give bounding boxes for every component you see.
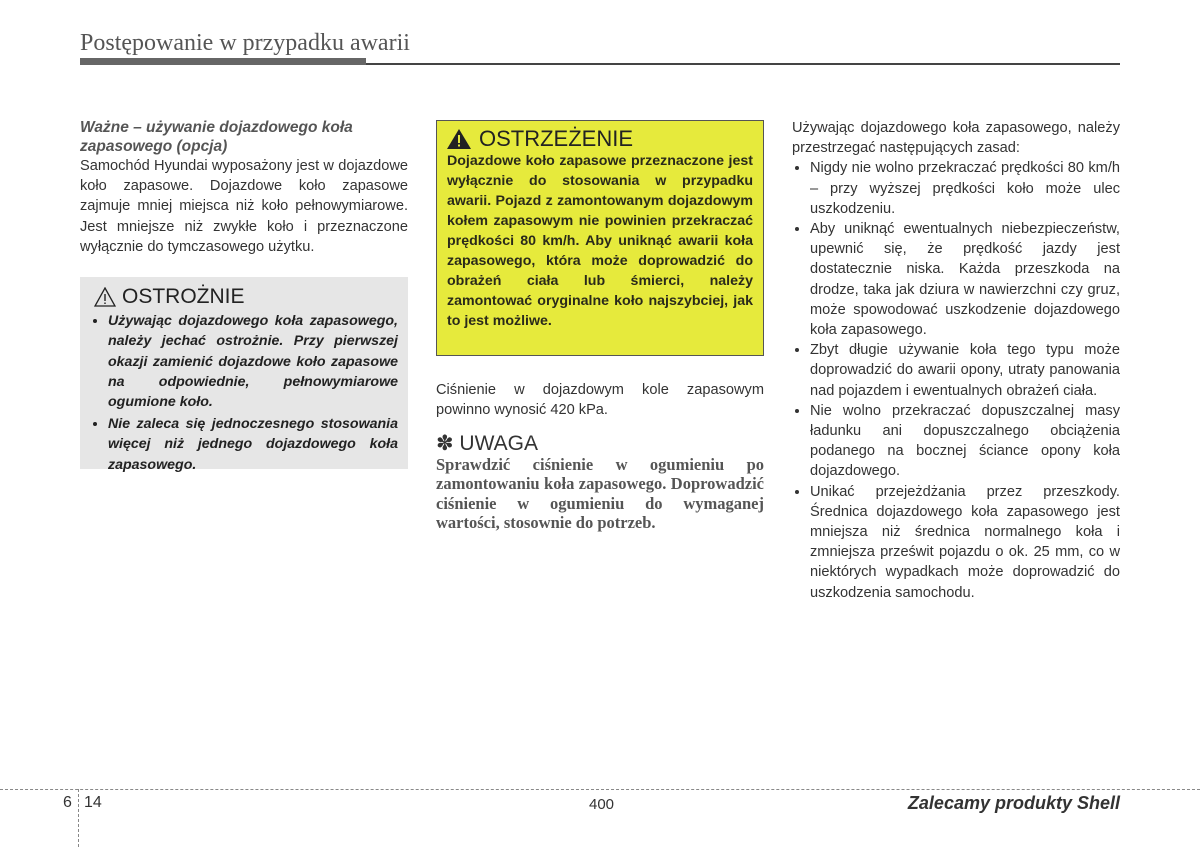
rules-intro: Używając dojazdowego koła zapasowego, należy przestrzegać następujących zasad:	[792, 120, 1120, 157]
section-number: 6	[63, 794, 72, 811]
section-page: 14	[84, 794, 102, 811]
rule-item: • Nigdy nie wolno przekraczać prędkości 80 km/h – przy wyższej prędkości koło może ulec uszkodzeniu.	[810, 158, 1120, 219]
page-title: Postępowanie w przypadku awarii	[80, 30, 410, 56]
caution-item: • Używając dojazdowego koła zapasowego, należy jechać ostrożnie. Przy pierwszej okazji zamienić dojazdowe koło zapasowe na odpowiednie, pełnowymiarowe ogumione koło.	[108, 311, 398, 412]
caution-box	[80, 277, 408, 473]
footer-rule	[0, 789, 1200, 790]
middle-column	[436, 120, 764, 533]
header-rule	[366, 63, 1120, 65]
warning-title: OSTRZEŻENIE	[479, 126, 634, 151]
warning-triangle-icon	[447, 129, 471, 149]
page-number: 400	[589, 796, 615, 813]
intro-paragraph: Samochód Hyundai wyposażony jest w dojazdowe koło zapasowe. Dojazdowe koło zapasowe zajmuje mniej miejsca niż koło pełnowymiarowe. Jest mniejsze niż zwykłe koło i przeznaczone wyłącznie do tymczasowego użytku.	[80, 158, 408, 255]
rule-item: • Aby uniknąć ewentualnych niebezpieczeństw, upewnić się, że prędkość jazdy jest dostatecznie niska. Każda przeszkoda na drodze, taka jak dziura w nawierzchni czy gruz, może spowodować uszkodzenie dojazdowego koła zapasowego.	[810, 219, 1120, 340]
left-column	[80, 118, 408, 473]
note-title: ✽ UWAGA	[436, 432, 538, 456]
rule-item: • Zbyt długie używanie koła tego typu może doprowadzić do awarii opony, utraty panowania nad pojazdem i ewentualnych obrażeń ciała.	[810, 340, 1120, 401]
caution-triangle-icon	[94, 287, 116, 307]
footer-slogan: Zalecamy produkty Shell	[907, 793, 1120, 813]
caution-item: • Nie zaleca się jednoczesnego stosowania więcej niż jednego dojazdowego koła zapasowego.	[108, 414, 398, 475]
pressure-paragraph: Ciśnienie w dojazdowym kole zapasowym powinno wynosić 420 kPa.	[436, 382, 764, 419]
warning-text: Dojazdowe koło zapasowe przeznaczone jest wyłącznie do stosowania w przypadku awarii. Pojazd z zamontowanym dojazdowym kołem zapasowym nie powinien przekraczać prędkości 80 km/h. Aby uniknąć awarii koła zapasowego, która może doprowadzić do obrażeń ciała lub śmierci, należy zamontować oryginalne koło najszybciej, jak to jest możliwe.	[447, 153, 753, 330]
rule-item: • Nie wolno przekraczać dopuszczalnej masy ładunku ani dopuszczalnego obciążenia podanego na bocznej ściance opony koła dojazdowego.	[810, 401, 1120, 482]
rule-item: • Unikać przejeżdżania przez przeszkody. Średnica dojazdowego koła zapasowego jest mniejsza niż średnica normalnego koła i zmniejsza prześwit pojazdu o ok. 25 mm, co w niektórych wypadkach może doprowadzić do uszkodzenia samochodu.	[810, 482, 1120, 603]
warning-box	[436, 120, 764, 356]
note-text: Sprawdzić ciśnienie w ogumieniu po zamontowaniu koła zapasowego. Doprowadzić ciśnienie w ogumieniu do wymaganej wartości, stosownie do potrzeb.	[436, 454, 764, 533]
right-column	[792, 118, 1120, 603]
footer-divider	[78, 789, 79, 847]
section-heading: Ważne – używanie dojazdowego koła zapasowego (opcja)	[80, 119, 353, 155]
header-bar	[80, 58, 366, 65]
caution-title: OSTROŻNIE	[122, 285, 245, 309]
